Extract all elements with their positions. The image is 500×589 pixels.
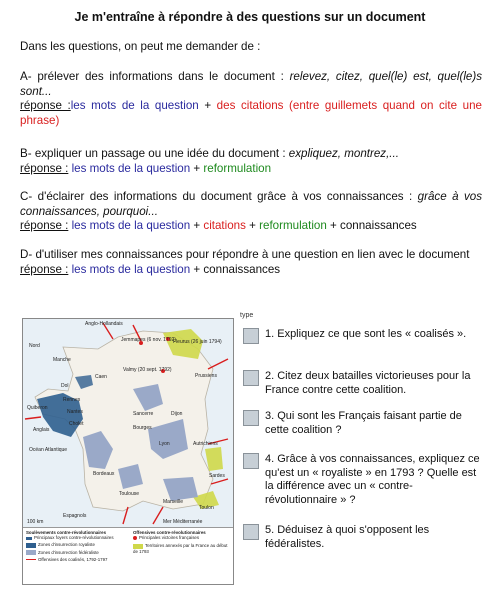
map-label: Anglo-Hollandais <box>85 321 123 327</box>
map-label: Mer Méditerranée <box>163 519 203 525</box>
map-label: Manche <box>53 357 71 363</box>
legend-item: Zones d'insurrection fédéraliste <box>38 549 99 555</box>
section-c-reponse-label: réponse : <box>20 219 69 232</box>
question-checkbox[interactable] <box>243 370 259 386</box>
section-a-keywords: relevez, citez, quel(le) est, quel(le)s sont... <box>20 70 482 98</box>
section-a-part-3: des citations (entre guillemets quand on cite une phrase) <box>20 99 482 127</box>
question-text: 4. Grâce à vos connaissances, expliquez ce qu'est un « royaliste » en 1793 ? Quelle est la différence avec un « contre-révolutionnaire » ? <box>265 453 480 506</box>
map-label: Nord <box>29 343 40 349</box>
question-text: 2. Citez deux batailles victorieuses pour la France contre cette coalition. <box>265 370 471 396</box>
section-a-part-1: les mots de la question <box>70 99 199 112</box>
question-checkbox[interactable] <box>243 328 259 344</box>
section-c-part-2: + <box>190 219 204 232</box>
legend-item: Principaux foyers contre-révolutionnaires <box>34 535 114 541</box>
legend-item: Territoires annexés par la France au début de 1793 <box>133 543 228 554</box>
map-label: Quiberon <box>27 405 48 411</box>
map-label: Dijon <box>171 411 183 417</box>
section-d-lead: D- d'utiliser mes connaissances pour répondre à une question en lien avec le document <box>20 248 470 261</box>
map-label: Lyon <box>159 441 170 447</box>
section-d-part-1: les mots de la question <box>71 262 191 276</box>
section-c-keywords: grâce à vos connaissances, pourquoi... <box>20 190 482 218</box>
map-label: Océan Atlantique <box>29 447 68 453</box>
page-title: Je m'entraîne à répondre à des questions sur un document <box>74 10 426 24</box>
legend-item: Principales victoires françaises <box>139 535 200 541</box>
section-c <box>20 190 482 234</box>
map-label: Sardes <box>209 473 225 479</box>
question-checkbox[interactable] <box>243 453 259 469</box>
section-c-part-4: + <box>245 219 260 232</box>
legend-item: Offensives des coalisés, 1792-1797 <box>38 557 108 563</box>
map-label: Espagnols <box>63 513 87 519</box>
section-a-lead: A- prélever des informations dans le document : <box>20 70 290 83</box>
section-c-lead: C- d'éclairer des informations du document grâce à vos connaissances : <box>20 190 418 203</box>
section-c-part-1: les mots de la question <box>71 219 191 232</box>
map-label: Bourges <box>133 425 152 431</box>
map-scale: 100 km <box>27 519 44 525</box>
section-b-keywords: expliquez, montrez,... <box>288 147 399 160</box>
question-text: 3. Qui sont les Français faisant partie de cette coalition ? <box>265 410 462 436</box>
historical-map <box>22 318 234 585</box>
section-b-reponse-label: réponse : <box>20 161 69 175</box>
map-label: Sancerre <box>133 411 154 417</box>
map-label: Valmy (20 sept. 1792) <box>123 367 172 373</box>
map-label: Fleurus (26 juin 1794) <box>173 339 222 345</box>
question-text: 5. Déduisez à quoi s'opposent les fédéralistes. <box>265 524 430 550</box>
map-label: Dol <box>61 383 69 389</box>
map-label: Jemmapes (6 nov. 1792) <box>121 337 176 343</box>
map-label: Caen <box>95 374 107 380</box>
intro-text: Dans les questions, on peut me demander de : <box>20 40 261 53</box>
map-label: Prussiens <box>195 373 217 379</box>
question-checkbox[interactable] <box>243 410 259 426</box>
section-c-part-3: citations <box>203 219 246 232</box>
map-label: Cholet <box>69 421 84 427</box>
map-label: Marseille <box>163 499 184 505</box>
map-label: Anglais <box>33 427 50 433</box>
map-label: Toulon <box>199 505 214 511</box>
section-a-part-2: + <box>198 99 217 112</box>
section-b-part-2: + <box>190 161 204 175</box>
question-text: 1. Expliquez ce que sont les « coalisés ». <box>265 328 467 340</box>
section-d-part-2: + connaissances <box>190 262 281 276</box>
map-label: Rennes <box>63 397 81 403</box>
section-b-part-3: reformulation <box>203 161 272 175</box>
section-b-part-1: les mots de la question <box>71 161 191 175</box>
section-c-part-6: + connaissances <box>326 219 417 232</box>
map-label: Nantes <box>67 409 83 415</box>
legend-item: Zones d'insurrection royaliste <box>38 542 95 548</box>
legend-right-title: Offensives contre-révolutionnaires <box>133 530 206 535</box>
section-a <box>20 70 482 128</box>
map-label: Bordeaux <box>93 471 115 477</box>
map-label: Autrichiens <box>193 441 218 447</box>
map-label: Toulouse <box>119 491 140 497</box>
legend-left-title: Soulèvements contre-révolutionnaires <box>26 530 107 535</box>
section-d-reponse-label: réponse : <box>20 262 69 276</box>
section-b <box>20 147 482 176</box>
question-checkbox[interactable] <box>243 524 259 540</box>
section-c-part-5: reformulation <box>259 219 327 232</box>
section-a-reponse-label: réponse : <box>20 99 71 112</box>
map-legend <box>23 527 233 585</box>
section-d <box>20 248 482 277</box>
type-label: type <box>240 312 254 319</box>
section-b-lead: B- expliquer un passage ou une idée du document : <box>20 147 289 160</box>
